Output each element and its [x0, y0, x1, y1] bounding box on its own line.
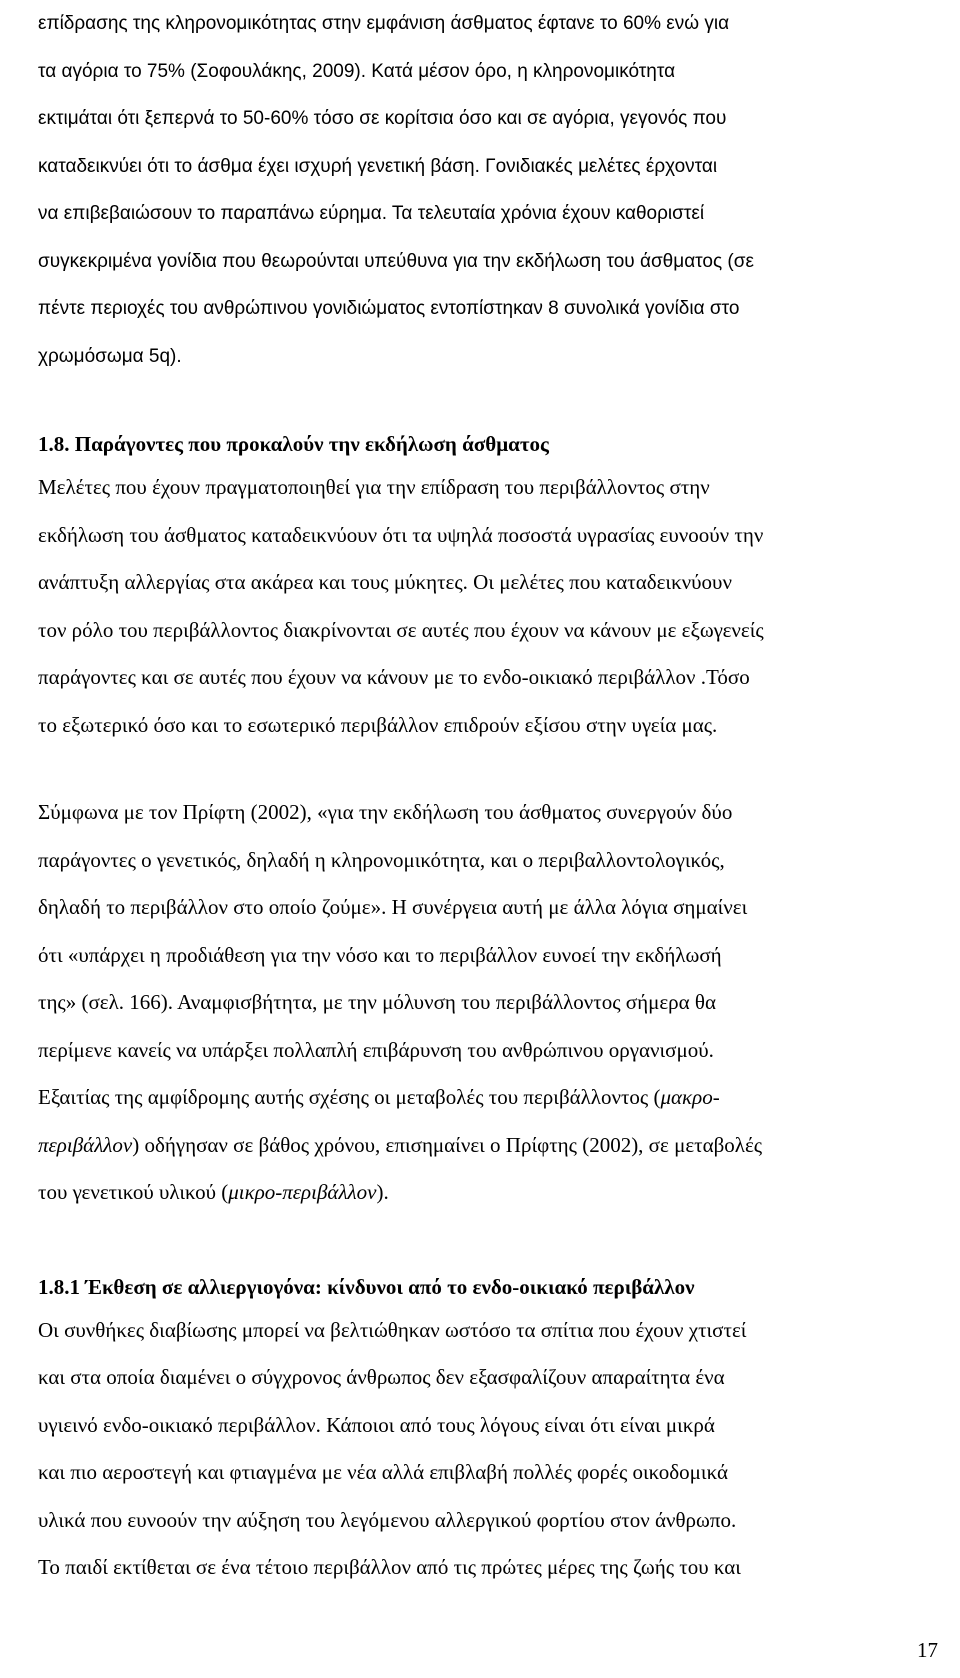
document-page	[38, 0, 930, 1592]
text-line: παράγοντες και σε αυτές που έχουν να κάνουν με το ενδο-οικιακό περιβάλλον .Τόσο	[38, 665, 750, 689]
text-line: Μελέτες που έχουν πραγματοποιηθεί για την επίδραση του περιβάλλοντος στην	[38, 475, 710, 499]
text-segment: Εξαιτίας της αμφίδρομης αυτής σχέσης οι μεταβολές του περιβάλλοντος (	[38, 1085, 661, 1109]
text-line: επίδρασης της κληρονομικότητας στην εμφάνιση άσθματος έφτανε το 60% ενώ για	[38, 13, 730, 34]
section-heading: 1.8. Παράγοντες που προκαλούν την εκδήλωση άσθματος	[38, 432, 549, 456]
text-line: εκδήλωση του άσθματος καταδεικνύουν ότι τα υψηλά ποσοστά υγρασίας ευνοούν την	[38, 522, 764, 547]
text-line: και στα οποία διαμένει ο σύγχρονος άνθρωπος δεν εξασφαλίζουν απαραίτητα ένα	[38, 1365, 725, 1389]
text-line: συγκεκριμένα γονίδια που θεωρούνται υπεύθυνα για την εκδήλωση του άσθματος (σε	[38, 250, 754, 272]
text-line	[38, 1169, 930, 1217]
italic-term: μακρο-	[660, 1085, 720, 1109]
text-line: Οι συνθήκες διαβίωσης μπορεί να βελτιώθηκαν ωστόσο τα σπίτια που έχουν χτιστεί	[38, 1317, 747, 1342]
text-line: ανάπτυξη αλλεργίας στα ακάρεα και τους μύκητες. Οι μελέτες που καταδεικνύουν	[38, 570, 732, 594]
text-line: χρωμόσωμα 5q).	[38, 345, 182, 367]
text-line: εκτιμάται ότι ξεπερνά το 50-60% τόσο σε κορίτσια όσο και σε αγόρια, γεγονός που	[38, 108, 727, 129]
text-line: πέντε περιοχές του ανθρώπινου γονιδιώματος εντοπίστηκαν 8 συνολικά γονίδια στο	[38, 298, 740, 319]
text-line: της» (σελ. 166). Αναμφισβήτητα, με την μόλυνση του περιβάλλοντος σήμερα θα	[38, 990, 716, 1014]
section-1-8	[38, 424, 930, 749]
text-segment: ) οδήγησαν σε βάθος χρόνου, επισημαίνει ο Πρίφτης (2002), σε μεταβολές	[132, 1132, 763, 1157]
text-line: Σύμφωνα με τον Πρίφτη (2002), «για την εκδήλωση του άσθματος συνεργούν δύο	[38, 800, 733, 824]
text-line: ότι «υπάρχει η προδιάθεση για την νόσο και το περιβάλλον ευνοεί την εκδήλωσή	[38, 942, 722, 967]
text-segment: ).	[376, 1180, 389, 1204]
paragraph-prifti	[38, 789, 930, 1217]
page-number: 17	[917, 1638, 938, 1662]
paragraph-spacer	[38, 380, 930, 424]
text-line: Το παιδί εκτίθεται σε ένα τέτοιο περιβάλλον από τις πρώτες μέρες της ζωής του και	[38, 1555, 741, 1579]
text-line: και πιο αεροστεγή και φτιαγμένα με νέα αλλά επιβλαβή πολλές φορές οικοδομικά	[38, 1460, 728, 1484]
section-1-8-1	[38, 1267, 930, 1592]
text-line: να επιβεβαιώσουν το παραπάνω εύρημα. Τα τελευταία χρόνια έχουν καθοριστεί	[38, 203, 705, 224]
text-line: υλικά που ευνοούν την αύξηση του λεγόμενου αλλεργικού φορτίου στον άνθρωπο.	[38, 1507, 737, 1532]
text-line: παράγοντες ο γενετικός, δηλαδή η κληρονομικότητα, και ο περιβαλλοντολογικός,	[38, 847, 725, 872]
text-line: δηλαδή το περιβάλλον στο οποίο ζούμε». Η συνέργεια αυτή με άλλα λόγια σημαίνει	[38, 895, 748, 919]
text-line	[38, 1122, 930, 1170]
italic-term: περιβάλλον	[38, 1132, 133, 1157]
text-line: τον ρόλο του περιβάλλοντος διακρίνονται σε αυτές που έχουν να κάνουν με εξωγενείς	[38, 617, 764, 642]
paragraph-spacer	[38, 749, 930, 789]
section-heading: 1.8.1 Έκθεση σε αλλιεργιογόνα: κίνδυνοι από το ενδο-οικιακό περιβάλλον	[38, 1274, 695, 1299]
text-line: υγιεινό ενδο-οικιακό περιβάλλον. Κάποιοι από τους λόγους είναι ότι είναι μικρά	[38, 1412, 715, 1437]
text-line: το εξωτερικό όσο και το εσωτερικό περιβάλλον επιδρούν εξίσου στην υγεία μας.	[38, 712, 718, 737]
italic-term: μικρο-περιβάλλον	[228, 1180, 377, 1204]
text-line: περίμενε κανείς να υπάρξει πολλαπλή επιβάρυνση του ανθρώπινου οργανισμού.	[38, 1037, 714, 1062]
text-line: τα αγόρια το 75% (Σοφουλάκης, 2009). Κατά μέσον όρο, η κληρονομικότητα	[38, 60, 676, 82]
text-line	[38, 1074, 930, 1122]
text-segment: του γενετικού υλικού (	[38, 1180, 229, 1204]
text-line: καταδεικνύει ότι το άσθμα έχει ισχυρή γενετική βάση. Γονιδιακές μελέτες έρχονται	[38, 155, 718, 177]
paragraph-heredity	[38, 0, 930, 380]
paragraph-spacer	[38, 1217, 930, 1267]
